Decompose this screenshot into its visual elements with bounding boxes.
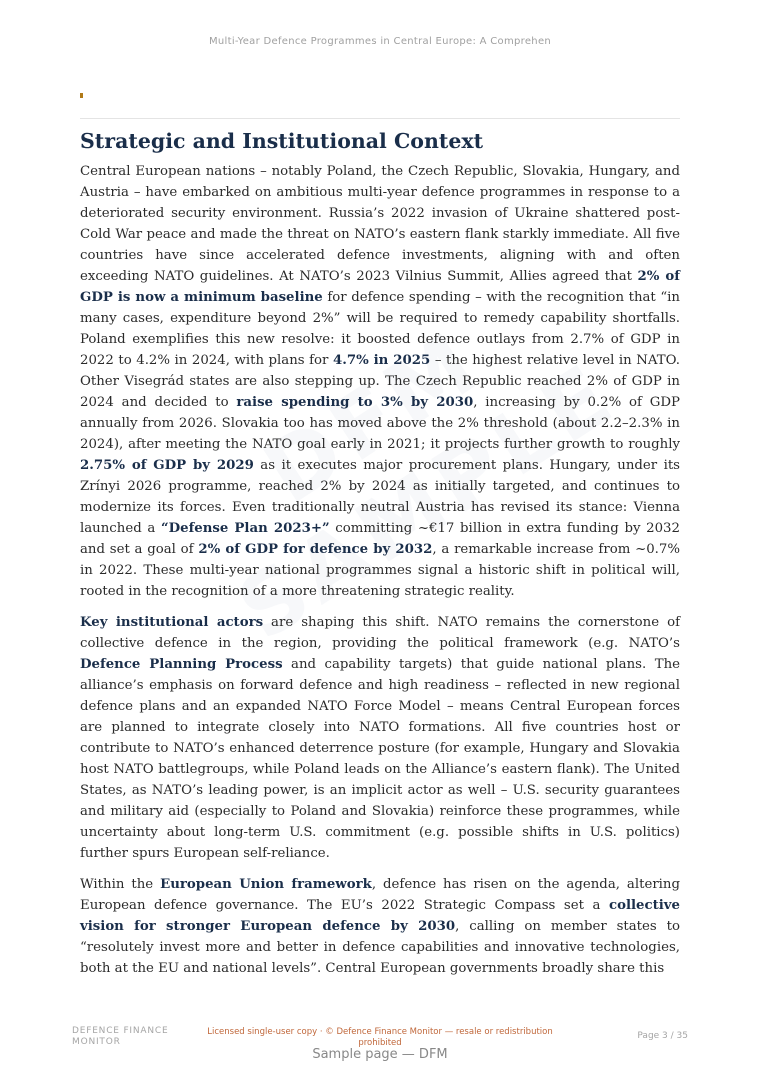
emphasis-slovakia-2029: 2.75% of GDP by 2029 <box>80 458 254 473</box>
text-run: for defence spending – with the recognition that “in many cases, expenditure beyond 2%” will be required to remedy capability shortfalls. Poland exemplifies this new resolve: it boosted defence outlays from 2.7% of GDP in 2022 to 4.2% in 2024, with plans for <box>80 290 680 368</box>
text-run: , calling on member states to “resolutely invest more and better in defence capabilities and innovative technologies, both at the EU and national levels”. Central European governments broadly share this <box>80 919 680 976</box>
emphasis-austria-2032: 2% of GDP for defence by 2032 <box>198 542 433 557</box>
text-run: Central European nations – notably Poland, the Czech Republic, Slovakia, Hungary, and Austria – have embarked on ambitious multi-year defence programmes in response to a deteriorated security environment. Russia’s 2022 invasion of Ukraine shattered post-Cold War peace and made the threat on NATO’s eastern flank starkly immediate. All five countries have since accelerated defence investments, aligning with and often exceeding NATO guidelines. At NATO’s 2023 Vilnius Summit, Allies agreed that <box>80 164 680 284</box>
accent-marker <box>80 93 83 98</box>
emphasis-collective-vision: collective vision for stronger European defence by 2030 <box>80 898 680 934</box>
header-divider <box>80 118 680 119</box>
text-run: , increasing by 0.2% of GDP annually from 2026. Slovakia too has moved above the 2% threshold (about 2.2–2.3% in 2024), after meeting the NATO goal early in 2021; it projects further growth to roughly <box>80 395 681 452</box>
text-run: committing ~€17 billion in extra funding by 2032 and set a goal of <box>80 521 680 557</box>
text-run: Within the <box>80 877 161 892</box>
emphasis-nato-baseline: 2% of GDP is now a minimum baseline <box>80 269 680 305</box>
license-notice: Licensed single-user copy · © Defence Finance Monitor — resale or redistribution prohibited <box>207 1027 553 1048</box>
section-title: Strategic and Institutional Context <box>80 129 484 153</box>
text-run: , defence has risen on the agenda, altering European defence governance. The EU’s 2022 Strategic Compass set a <box>80 877 681 913</box>
emphasis-austria-plan: “Defense Plan 2023+” <box>160 521 330 536</box>
running-header: Multi-Year Defence Programmes in Central Europe: A Comprehen <box>208 36 552 47</box>
paragraph-strategic-context <box>80 161 680 602</box>
emphasis-defence-planning: Defence Planning Process <box>80 657 283 672</box>
emphasis-key-actors: Key institutional actors <box>80 615 264 630</box>
publisher-line: MONITOR <box>72 1037 121 1047</box>
text-run: and capability targets) that guide national plans. The alliance’s emphasis on forward defence and high readiness – reflected in new regional defence plans and an expanded NATO Force Model – means Central European forces are planned to integrate closely into NATO formations. All five countries host or contribute to NATO’s enhanced deterrence posture (for example, Hungary and Slovakia host NATO battlegroups, while Poland leads on the Alliance’s eastern flank). The United States, as NATO’s leading power, is an implicit actor as well – U.S. security guarantees and military aid (especially to Poland and Slovakia) reinforce these programmes, while uncertainty about long-term U.S. commitment (e.g. possible shifts in U.S. politics) further spurs European self-reliance. <box>80 657 681 861</box>
text-run: are shaping this shift. NATO remains the cornerstone of collective defence in the region, providing the political framework (e.g. NATO’s <box>80 615 680 651</box>
text-run: – the highest relative level in NATO. Other Visegrád states are also stepping up. The Czech Republic reached 2% of GDP in 2024 and decided to <box>80 353 680 410</box>
emphasis-czech-2030: raise spending to 3% by 2030 <box>236 395 474 410</box>
page-content <box>80 127 680 989</box>
text-run: , a remarkable increase from ~0.7% in 2022. These multi-year national programmes signal a historic shift in political will, rooted in the recognition of a more threatening strategic reality. <box>80 542 680 599</box>
page-number: Page 3 / 35 <box>637 1031 688 1041</box>
paragraph-eu-framework <box>80 874 680 979</box>
sample-page-label: Sample page — DFM <box>312 1047 448 1062</box>
emphasis-eu-framework: European Union framework <box>160 877 372 892</box>
text-run: as it executes major procurement plans. Hungary, under its Zrínyi 2026 programme, reached 2% by 2024 as initially targeted, and continues to modernize its forces. Even traditionally neutral Austria has revised its stance: Vienna launched a <box>80 458 680 536</box>
emphasis-poland-2025: 4.7% in 2025 <box>332 353 431 368</box>
publisher-line: DEFENCE FINANCE <box>72 1026 169 1036</box>
publisher-name <box>72 1026 202 1048</box>
paragraph-institutional-actors <box>80 612 680 864</box>
